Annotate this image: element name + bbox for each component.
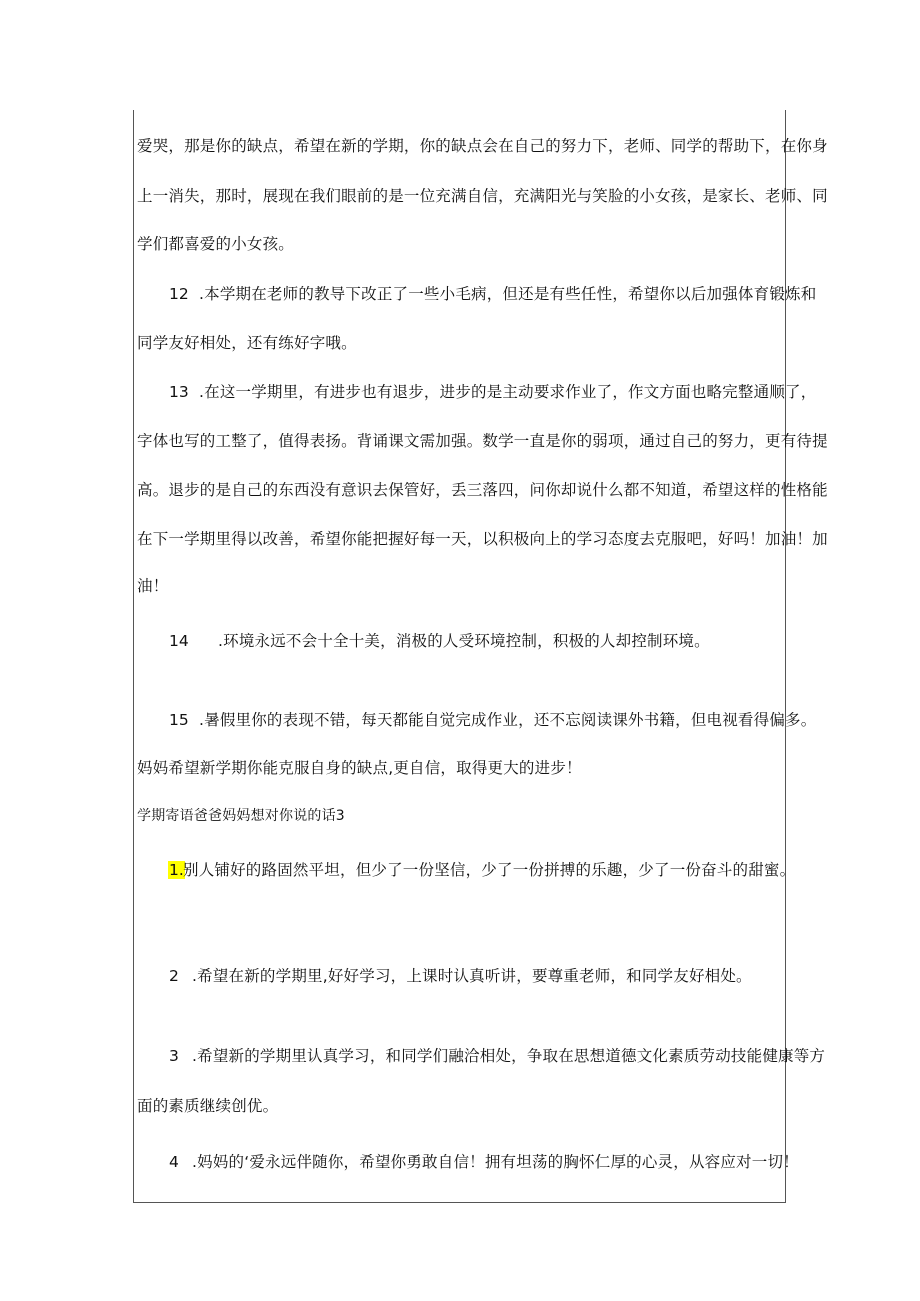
list-item-text: .希望新的学期里认真学习，和同学们融洽相处，争取在思想道德文化素质劳动技能健康等方 bbox=[192, 1047, 826, 1065]
list-item-text: .环境永远不会十全十美，消极的人受环境控制，积极的人却控制环境。 bbox=[218, 632, 710, 650]
list-item-text: .在这一学期里，有进步也有退步，进步的是主动要求作业了，作文方面也略完整通顺了， bbox=[199, 383, 817, 401]
list-item-text: .暑假里你的表现不错，每天都能自觉完成作业，还不忘阅读课外书籍，但电视看得偏多。 bbox=[199, 711, 817, 729]
list-item-text: 同学友好相处，还有练好字哦。 bbox=[137, 334, 357, 352]
list-item-text: .本学期在老师的教导下改正了一些小毛病，但还是有些任性，希望你以后加强体育锻炼和 bbox=[199, 285, 817, 303]
text-line: 爱哭，那是你的缺点，希望在新的学期，你的缺点会在自己的努力下，老师、同学的帮助下，在你身 bbox=[137, 137, 828, 155]
list-item-text: 高。退步的是自己的东西没有意识去保管好，丢三落四，问你却说什么都不知道，希望这样的性格能 bbox=[137, 481, 828, 499]
list-item-text: 字体也写的工整了，值得表扬。背诵课文需加强。数学一直是你的弱项，通过自己的努力，更有待提 bbox=[137, 432, 828, 450]
list-item-number: 15 bbox=[169, 711, 189, 729]
list-item-text: .希望在新的学期里,好好学习，上课时认真听讲，要尊重老师，和同学友好相处。 bbox=[192, 967, 752, 985]
list-item-text: 别人铺好的路固然平坦，但少了一份坚信，少了一份拼搏的乐趣，少了一份奋斗的甜蜜。 bbox=[183, 861, 796, 879]
list-item-number: 12 bbox=[169, 285, 189, 303]
list-item-number: 14 bbox=[169, 632, 189, 650]
list-item-number: 4 bbox=[169, 1153, 179, 1171]
list-item-text: 在下一学期里得以改善，希望你能把握好每一天，以积极向上的学习态度去克服吧，好吗！加油！加 bbox=[137, 530, 828, 548]
page-frame bbox=[133, 110, 786, 1203]
text-line: 学们都喜爱的小女孩。 bbox=[137, 235, 295, 253]
list-item-text: 油！ bbox=[137, 577, 169, 595]
list-item-number: 3 bbox=[169, 1047, 179, 1065]
list-item-text: 妈妈希望新学期你能克服自身的缺点,更自信，取得更大的进步！ bbox=[137, 759, 582, 777]
text-line: 上一消失，那时，展现在我们眼前的是一位充满自信，充满阳光与笑脸的小女孩，是家长、老师、同 bbox=[137, 187, 828, 205]
highlight-mark: 1. bbox=[169, 861, 184, 879]
list-item-number: 13 bbox=[169, 383, 189, 401]
section-heading: 学期寄语爸爸妈妈想对你说的话3 bbox=[137, 808, 345, 824]
list-item-text: 面的素质继续创优。 bbox=[137, 1097, 279, 1115]
list-item-text: .妈妈的‘爱永远伴随你，希望你勇敢自信！拥有坦荡的胸怀仁厚的心灵，从容应对一切！ bbox=[192, 1153, 799, 1171]
list-item-number: 2 bbox=[169, 967, 179, 985]
